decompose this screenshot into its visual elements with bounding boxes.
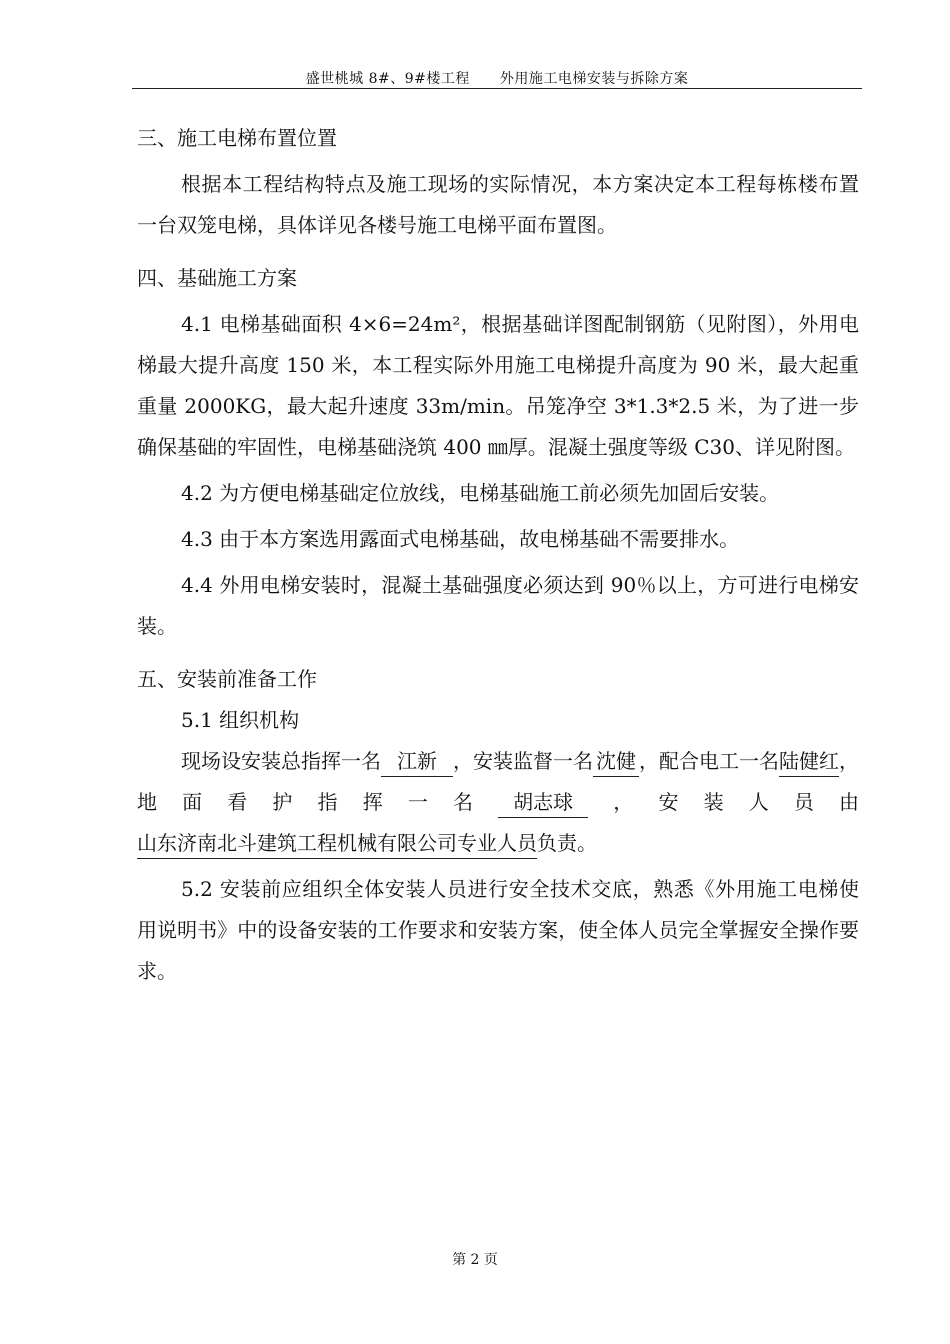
document-body	[137, 118, 859, 992]
section-5-2-paragraph: 5.2 安装前应组织全体安装人员进行安全技术交底，熟悉《外用施工电梯使用说明书》中的设备安装的工作要求和安装方案，使全体人员完全掌握安全操作要求。	[137, 877, 859, 983]
installer-company: 山东济南北斗建筑工程机械有限公司专业人员	[137, 828, 537, 859]
text-run: ，地面看护指挥一名	[137, 749, 859, 814]
text-run: 负责。	[537, 831, 597, 855]
header-rule	[132, 88, 862, 89]
text-run: 现场设安装总指挥一名	[181, 749, 381, 773]
header-doc-title: 外用施工电梯安装与拆除方案	[499, 71, 689, 87]
section-3-heading: 三、施工电梯布置位置	[137, 126, 337, 150]
ground-commander-name: 胡志球	[498, 787, 588, 818]
supervisor-name: 沈健	[593, 746, 639, 777]
section-5-1-heading: 5.1 组织机构	[181, 708, 300, 732]
section-4-heading: 四、基础施工方案	[137, 266, 297, 290]
section-4-4-paragraph: 4.4 外用电梯安装时，混凝土基础强度必须达到 90％以上，方可进行电梯安装。	[137, 573, 859, 638]
electrician-name: 陆健红	[779, 746, 839, 777]
chief-commander-name: 江新	[381, 746, 453, 777]
page-number: 第 2 页	[452, 1252, 498, 1268]
text-run: ，配合电工一名	[639, 749, 779, 773]
section-4-1-paragraph: 4.1 电梯基础面积 4×6=24m²，根据基础详图配制钢筋（见附图），外用电梯最大提升高度 150 米，本工程实际外用施工电梯提升高度为 90 米，最大起重重量 2000KG，最大起升速度 33m/min。吊笼净空 3*1.3*2.5 米，为了进一步确保基础的牢固性，电梯基础浇筑 400 ㎜厚。混凝土强度等级 C30、详见附图。	[137, 312, 859, 459]
section-4-2-paragraph: 4.2 为方便电梯基础定位放线，电梯基础施工前必须先加固后安装。	[181, 481, 780, 505]
section-5-1-paragraph	[137, 741, 859, 864]
header-project: 盛世桃城 8#、9#楼工程	[305, 71, 470, 87]
section-4-3-paragraph: 4.3 由于本方案选用露面式电梯基础，故电梯基础不需要排水。	[181, 527, 740, 551]
text-run: ，安装监督一名	[453, 749, 593, 773]
page-header	[132, 68, 862, 88]
text-run: ，安装人员由	[588, 790, 860, 814]
section-5-heading: 五、安装前准备工作	[137, 667, 317, 691]
section-3-paragraph: 根据本工程结构特点及施工现场的实际情况，本方案决定本工程每栋楼布置一台双笼电梯，具体详见各楼号施工电梯平面布置图。	[137, 172, 859, 237]
